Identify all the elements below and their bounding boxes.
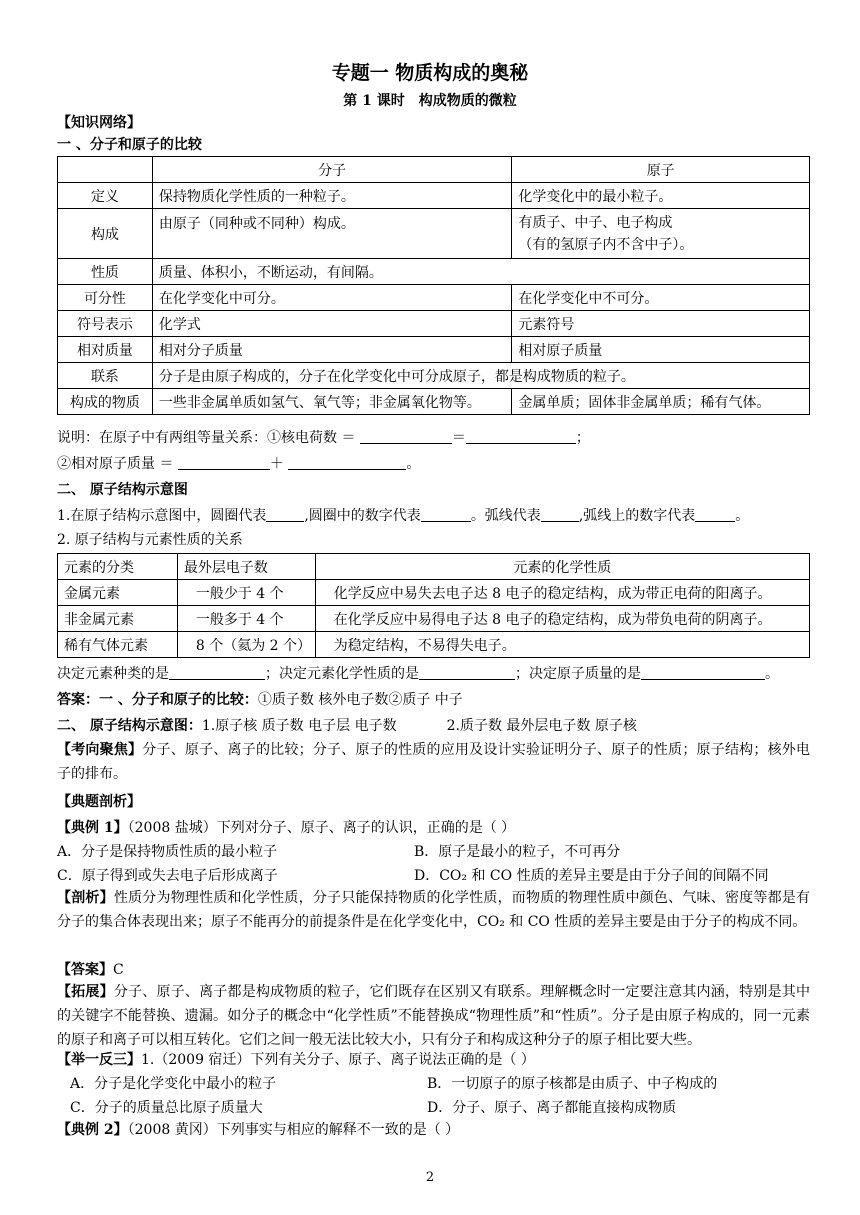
text: ,圆圈中的数字代表 xyxy=(304,508,421,524)
lesson-topic: 构成物质的微粒 xyxy=(418,93,517,109)
structure-diagram-line xyxy=(57,506,749,526)
blank-line xyxy=(266,507,304,522)
extend-label: 【拓展】 xyxy=(57,984,114,1000)
note-text: ②相对原子质量 ＝ xyxy=(57,456,174,472)
row-label: 构成 xyxy=(58,209,153,259)
table-row xyxy=(58,389,810,415)
row-label: 可分性 xyxy=(58,285,153,311)
option-c: C．分子的质量总比原子质量大 xyxy=(70,1100,263,1116)
answer-label: 答案：一 、分子和原子的比较： xyxy=(57,692,258,708)
row-label: 定义 xyxy=(58,183,153,209)
analysis-label: 【剖析】 xyxy=(57,890,114,906)
element-class: 非金属元素 xyxy=(58,606,178,632)
example2-question xyxy=(57,1120,459,1140)
page-subtitle xyxy=(0,90,860,110)
focus-label: 【考向聚焦】 xyxy=(57,742,143,758)
example-label: 【典例 1】 xyxy=(57,820,128,836)
note-line-1 xyxy=(57,428,590,448)
analysis-paragraph xyxy=(57,886,810,934)
example-label: 【典例 2】 xyxy=(57,1122,128,1138)
answer-text: 2.质子数 最外层电子数 原子核 xyxy=(446,718,637,734)
focus-paragraph xyxy=(57,738,810,786)
answer-value: C xyxy=(113,962,124,978)
answer-line-2 xyxy=(57,716,637,736)
note-text: ＝ xyxy=(451,430,466,446)
note-text: ； xyxy=(575,430,590,446)
merged-cell: 分子是由原子构成的，分子在化学变化中可分成原子，都是构成物质的粒子。 xyxy=(152,363,809,389)
extend-text: 分子、原子、离子都是构成物质的粒子，它们既存在区别又有联系。理解概念时一定要注意其内涵，特别是其中的关键字不能替换、遗漏。如分子的概念中“化学性质”不能替换成“物理性质”和“性质”。分子是由原子构成的，同一元素的原子和离子可以相互转化。它们之间一般无法比较大小，只有分子和构成这种分子的原子相比要大些。 xyxy=(57,984,811,1048)
example1-options xyxy=(57,842,817,890)
example-text: （2008 盐城）下列对分子、原子、离子的认识，正确的是（ ） xyxy=(127,820,516,836)
table-header-cell: 分子 xyxy=(152,157,511,183)
atom-cell-line: （有的氢原子内不含中子）。 xyxy=(518,236,694,253)
blank-line xyxy=(169,665,265,680)
table-header-cell: 最外层电子数 xyxy=(177,554,315,580)
chemical-property: 为稳定结构，不易得失电子。 xyxy=(315,632,809,658)
practice-options xyxy=(57,1074,817,1122)
lesson-number: 第 1 课时 xyxy=(343,93,405,109)
row-label: 构成的物质 xyxy=(58,389,153,415)
note-text: 。 xyxy=(406,456,421,472)
typical-heading: 【典题剖析】 xyxy=(57,794,141,810)
answer-text: 1.原子核 质子数 电子层 电子数 xyxy=(201,718,397,734)
atom-cell-line: 有质子、中子、电子构成 xyxy=(518,214,673,231)
table-row xyxy=(58,606,810,632)
section1-heading: 一 、分子和原子的比较 xyxy=(57,137,202,153)
table-row xyxy=(58,209,810,259)
text: ；决定原子质量的是 xyxy=(515,666,641,682)
blank-line xyxy=(421,507,471,522)
row-label: 符号表示 xyxy=(58,311,153,337)
blank-line xyxy=(178,455,270,470)
extend-paragraph xyxy=(57,980,810,1052)
atom-cell: 化学变化中的最小粒子。 xyxy=(512,183,810,209)
note-line-2 xyxy=(57,454,420,474)
blank-line xyxy=(541,507,579,522)
practice-label: 【举一反三】 xyxy=(57,1052,141,1068)
element-class: 金属元素 xyxy=(58,580,178,606)
blank-line xyxy=(466,429,576,444)
table-header-cell: 元素的分类 xyxy=(58,554,178,580)
molecule-cell: 化学式 xyxy=(152,311,511,337)
molecule-cell: 保持物质化学性质的一种粒子。 xyxy=(152,183,511,209)
note-text: ＋ xyxy=(269,456,284,472)
atom-cell: 元素符号 xyxy=(512,311,810,337)
outer-electrons: 一般多于 4 个 xyxy=(177,606,315,632)
blank-line xyxy=(641,665,765,680)
page-number: 2 xyxy=(425,1170,435,1185)
atom-cell xyxy=(512,209,810,259)
row-label: 性质 xyxy=(58,259,153,285)
analysis-text: 性质分为物理性质和化学性质，分子只能保持物质的化学性质，而物质的物理性质中颜色、气味、密度等都是有分子的集合体表现出来；原子不能再分的前提条件是在化学变化中，CO₂ 和 CO 性质的差异主要是由于分子的构成不同。 xyxy=(57,890,811,930)
chemical-property: 化学反应中易失去电子达 8 电子的稳定结构，成为带正电荷的阳离子。 xyxy=(315,580,809,606)
answer-label: 【答案】 xyxy=(57,962,113,978)
text: 决定元素种类的是 xyxy=(57,666,169,682)
molecule-cell: 在化学变化中可分。 xyxy=(152,285,511,311)
text: 1.在原子结构示意图中，圆圈代表 xyxy=(57,508,267,524)
table-header-cell: 原子 xyxy=(512,157,810,183)
option-a: A．分子是保持物质性质的最小粒子 xyxy=(57,844,278,860)
atom-cell: 相对原子质量 xyxy=(512,337,810,363)
table-row xyxy=(58,363,810,389)
blank-line xyxy=(360,429,452,444)
chemical-property: 在化学反应中易得电子达 8 电子的稳定结构，成为带负电荷的阴离子。 xyxy=(315,606,809,632)
element-property-table xyxy=(57,553,810,658)
atom-cell: 金属单质；固体非金属单质；稀有气体。 xyxy=(512,389,810,415)
knowledge-network-heading: 【知识网络】 xyxy=(57,115,141,131)
example-text: （2008 黄冈）下列事实与相应的解释不一致的是（ ） xyxy=(127,1122,460,1138)
molecule-cell: 相对分子质量 xyxy=(152,337,511,363)
example1-question xyxy=(57,818,515,838)
row-label: 相对质量 xyxy=(58,337,153,363)
section2-heading: 二、 原子结构示意图 xyxy=(57,482,188,498)
text: 。弧线代表 xyxy=(470,508,541,524)
table-row xyxy=(58,337,810,363)
element-class: 稀有气体元素 xyxy=(58,632,178,658)
table-row xyxy=(58,183,810,209)
text: ；决定元素化学性质的是 xyxy=(265,666,419,682)
table-row xyxy=(58,259,810,285)
decide-line xyxy=(57,664,779,684)
molecule-atom-table xyxy=(57,156,810,415)
table-header-row xyxy=(58,554,810,580)
answer-line-1 xyxy=(57,690,463,710)
blank-line xyxy=(695,507,735,522)
practice-text: 1.（2009 宿迁）下列有关分子、原子、离子说法正确的是（ ） xyxy=(141,1052,535,1068)
blank-line xyxy=(419,665,515,680)
focus-text: 分子、原子、离子的比较；分子、原子的性质的应用及设计实验证明分子、原子的性质；原子结构；核外电子的排布。 xyxy=(57,742,811,782)
option-b: B．原子是最小的粒子，不可再分 xyxy=(414,844,621,860)
outer-electrons: 一般少于 4 个 xyxy=(177,580,315,606)
atom-cell: 在化学变化中不可分。 xyxy=(512,285,810,311)
option-d: D．分子、原子、离子都能直接构成物质 xyxy=(427,1100,677,1116)
note-text: 说明：在原子中有两组等量关系：①核电荷数 ＝ xyxy=(57,430,356,446)
structure-property-heading: 2. 原子结构与元素性质的关系 xyxy=(57,532,243,548)
practice-question xyxy=(57,1050,535,1070)
page-title: 专题一 物质构成的奥秘 xyxy=(331,62,529,84)
molecule-cell: 一些非金属单质如氢气、氧气等；非金属氧化物等。 xyxy=(152,389,511,415)
text: 。 xyxy=(765,666,779,682)
answer-label: 二、 原子结构示意图： xyxy=(57,718,202,734)
answer-text: ①质子数 核外电子数②质子 中子 xyxy=(257,692,463,708)
table-row xyxy=(58,311,810,337)
option-c: C．原子得到或失去电子后形成离子 xyxy=(57,868,278,884)
merged-cell: 质量、体积小，不断运动，有间隔。 xyxy=(152,259,809,285)
option-a: A．分子是化学变化中最小的粒子 xyxy=(70,1076,277,1092)
table-header-row xyxy=(58,157,810,183)
text: 。 xyxy=(735,508,750,524)
table-header-cell xyxy=(58,157,153,183)
outer-electrons: 8 个（氦为 2 个） xyxy=(177,632,315,658)
table-row xyxy=(58,580,810,606)
answer-block xyxy=(57,960,124,980)
text: ,弧线上的数字代表 xyxy=(578,508,696,524)
option-d: D．CO₂ 和 CO 性质的差异主要是由于分子间的间隔不同 xyxy=(414,868,769,884)
table-row xyxy=(58,632,810,658)
molecule-cell: 由原子（同种或不同种）构成。 xyxy=(152,209,511,259)
row-label: 联系 xyxy=(58,363,153,389)
table-header-cell: 元素的化学性质 xyxy=(315,554,809,580)
table-row xyxy=(58,285,810,311)
option-b: B．一切原子的原子核都是由质子、中子构成的 xyxy=(427,1076,718,1092)
blank-line xyxy=(288,455,406,470)
